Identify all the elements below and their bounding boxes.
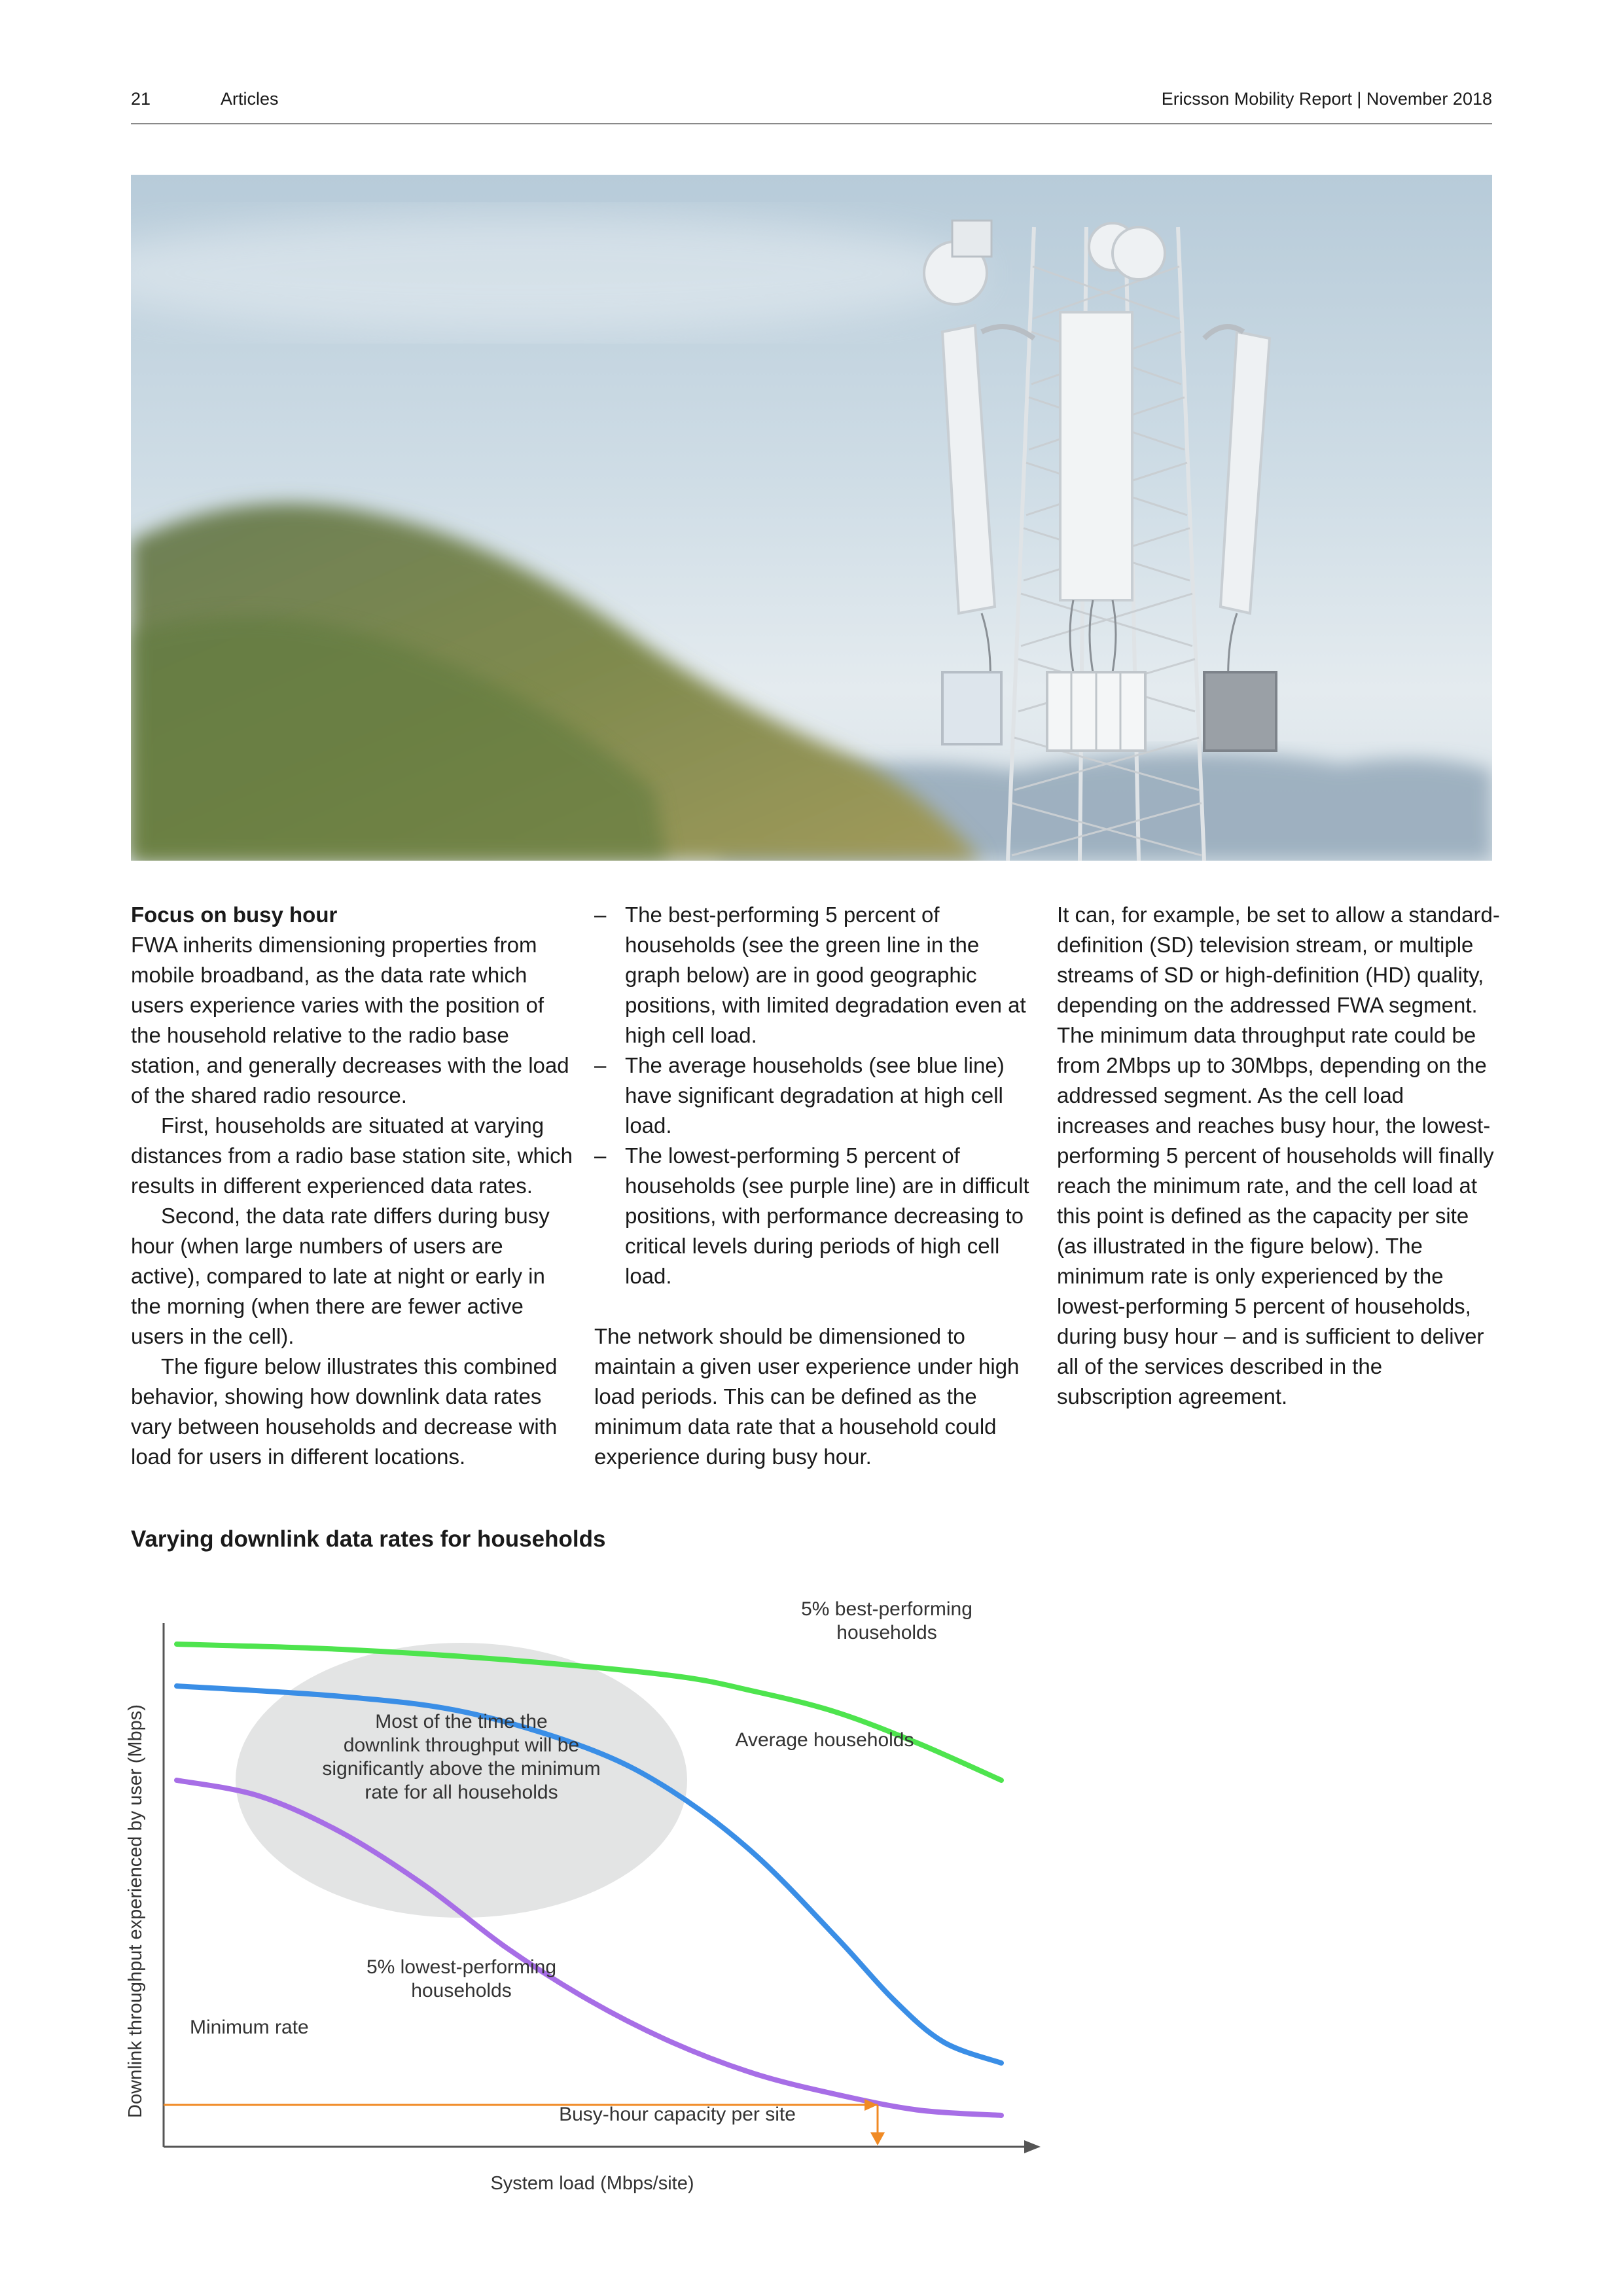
text-column-2 [594,900,1039,1472]
section-heading: Focus on busy hour [131,903,338,927]
lowest-series-label: households [411,1980,512,2001]
publication-title: Ericsson Mobility Report | November 2018 [1161,89,1492,109]
capacity-arrow-icon [870,2132,885,2145]
ellipse-text-line: significantly above the minimum [322,1758,601,1780]
page-number: 21 [131,89,151,109]
paragraph: First, households are situated at varying distances from a radio base station site, which results in different experienced data rates. [131,1113,573,1198]
downlink-rate-chart [105,1571,1060,2199]
lowest-series-label: 5% lowest-performing [366,1956,557,1978]
paragraph: It can, for example, be set to allow a standard-definition (SD) television stream, or multiple streams of SD or high-definition (HD) quality, depending on the addressed FWA segment. The minimum data throughput rate could be from 2Mbps up to 30Mbps, depending on the addressed segment. As the cell load increases and reaches busy hour, the lowest-performing 5 percent of households will finally reach the minimum rate, and the cell load at this point is defined as the capacity per site (as illustrated in the figure below). The minimum rate is only experienced by the lowest-performing 5 percent of households, during busy hour – and is sufficient to deliver all of the services described in the subscription agreement. [1057,903,1500,1408]
figure-title: Varying downlink data rates for households [131,1526,606,1552]
paragraph: FWA inherits dimensioning properties from mobile broadband, as the data rate which users experience varies with the position of the household relative to the radio base station, and generally decreases with the load of the shared radio resource. [131,933,569,1107]
average-series-label: Average households [735,1729,914,1751]
minimum-rate-label: Minimum rate [190,2017,309,2038]
ellipse-text-line: downlink throughput will be [343,1734,580,1756]
bullet-item: – The lowest-performing 5 percent of households (see purple line) are in difficult positions, with performance decreasing to critical levels during periods of high cell load. [594,1141,1039,1291]
capacity-label: Busy-hour capacity per site [559,2104,796,2125]
hero-photo [131,175,1492,861]
text-column-1 [131,900,576,1472]
text-column-3 [1057,900,1502,1412]
dash-icon: – [594,903,607,927]
best-series-label: households [836,1622,937,1643]
paragraph: The network should be dimensioned to maintain a given user experience under high load periods. This can be defined as the minimum data rate that a household could experience during busy hour. [594,1324,1020,1469]
section-label: Articles [221,89,279,109]
page-header [131,86,1492,124]
x-axis-label: System load (Mbps/site) [490,2173,694,2194]
bullet-item: – The average households (see blue line) have significant degradation at high cell load. [594,1050,1039,1141]
dash-icon: – [594,1053,607,1077]
bullet-item: – The best-performing 5 percent of households (see the green line in the graph below) are in good geographic positions, with limited degradation even at high cell load. [594,900,1039,1050]
y-axis-label: Downlink throughput experienced by user (Mbps) [125,1704,146,2118]
dash-icon: – [594,1143,607,1168]
paragraph: Second, the data rate differs during busy hour (when large numbers of users are active), compared to late at night or early in the morning (when there are fewer active users in the cell). [131,1204,550,1348]
ellipse-text-line: Most of the time the [375,1711,548,1732]
paragraph: The figure below illustrates this combined behavior, showing how downlink data rates vary between households and decrease with load for users in different locations. [131,1354,558,1469]
radio-tower-illustration [131,175,1492,861]
ellipse-text-line: rate for all households [365,1782,558,1803]
x-axis-arrow-icon [1024,2140,1041,2153]
best-series-label: 5% best-performing [801,1598,972,1620]
typical-range-ellipse [236,1643,687,1918]
